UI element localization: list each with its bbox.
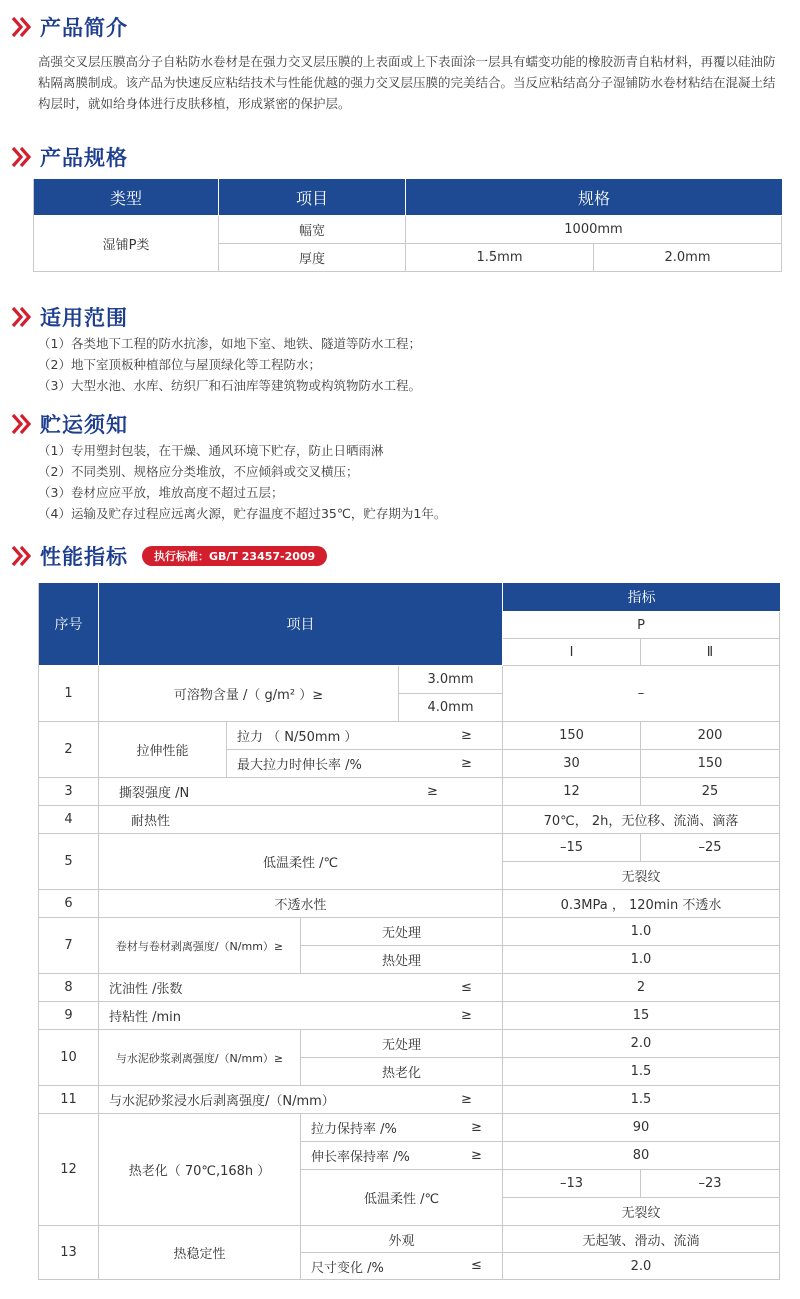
row-item: 卷材与卷材剥离强度/（N/mm）≥ — [99, 918, 301, 974]
spec-table — [33, 179, 781, 272]
row-value: 70℃， 2h，无位移、流淌、滴落 — [503, 806, 780, 834]
row-item: 热稳定性 — [99, 1226, 301, 1280]
row-number: 5 — [39, 834, 99, 890]
double-chevron-icon — [10, 412, 36, 436]
row-value: 80 — [503, 1142, 780, 1170]
row-sub-low-temp: 低温柔性 /℃ — [301, 1170, 503, 1226]
row-value: 1.0 — [503, 946, 780, 974]
section-intro-heading — [10, 12, 128, 42]
row-number: 8 — [39, 974, 99, 1002]
row-number: 12 — [39, 1114, 99, 1226]
section-title: 贮运须知 — [40, 413, 128, 437]
section-title: 适用范围 — [40, 306, 128, 330]
row-value: – — [503, 666, 780, 722]
row-item: 与水泥砂浆浸水后剥离强度/（N/mm） — [99, 1086, 503, 1114]
row-number: 13 — [39, 1226, 99, 1280]
row-item: 不透水性 — [99, 890, 503, 918]
row-sub-appearance: 外观 — [301, 1226, 503, 1253]
section-storage-heading — [10, 409, 128, 439]
row-value: 2 — [503, 974, 780, 1002]
perf-header-no: 序号 — [39, 583, 99, 666]
list-item: （3）卷材应应平放，堆放高度不超过五层； — [38, 485, 284, 500]
double-chevron-icon — [10, 305, 36, 329]
row-item: 可溶物含量 /（ g/m² ）≥ — [99, 666, 399, 722]
row-item: 撕裂强度 /N — [99, 778, 503, 806]
list-item: （4）运输及贮存过程应远离火源，贮存温度不超过35℃，贮存期为1年。 — [38, 506, 447, 521]
row-value: 15 — [503, 1002, 780, 1030]
row-value: 25 — [641, 778, 780, 806]
ge-symbol: ≥ — [461, 756, 472, 771]
row-value: 无裂纹 — [503, 862, 780, 890]
row-sub-heat-aged: 热老化 — [301, 1058, 503, 1086]
row-item: 拉伸性能 — [99, 722, 227, 778]
row-sub-heat-treated: 热处理 — [301, 946, 503, 974]
section-spec-heading — [10, 142, 128, 172]
standard-badge: 执行标准：GB/T 23457-2009 — [142, 546, 327, 566]
le-symbol: ≤ — [471, 1258, 482, 1273]
row-number: 9 — [39, 1002, 99, 1030]
row-value: 12 — [503, 778, 641, 806]
row-item: 低温柔性 /℃ — [99, 834, 503, 890]
perf-header-item: 项目 — [99, 583, 503, 666]
perf-table — [38, 583, 779, 1280]
spec-item-width: 幅宽 — [219, 216, 406, 244]
row-value: 150 — [641, 750, 780, 778]
spec-type-cell: 湿铺P类 — [34, 216, 219, 272]
row-value: 200 — [641, 722, 780, 750]
perf-header-grade-1: Ⅰ — [503, 639, 641, 666]
ge-symbol: ≥ — [461, 1008, 472, 1023]
row-value: 90 — [503, 1114, 780, 1142]
le-symbol: ≤ — [461, 980, 472, 995]
row-item: 耐热性 — [99, 806, 503, 834]
row-number: 2 — [39, 722, 99, 778]
double-chevron-icon — [10, 15, 36, 39]
row-value: 150 — [503, 722, 641, 750]
double-chevron-icon — [10, 145, 36, 169]
intro-paragraph: 高强交叉层压膜高分子自粘防水卷材是在强力交叉层压膜的上表面或上下表面涂一层具有蠕变功能的橡胶沥青自粘材料，再覆以硅油防粘隔离膜制成。该产品为快速反应粘结技术与性能优越的强力交叉层压膜的完美结合。当反应粘结高分子湿铺防水卷材粘结在混凝土结构层时，就如给身体进行皮肤移植，形成紧密的保护层。 — [38, 54, 776, 111]
spec-item-thickness: 厚度 — [219, 244, 406, 272]
row-item: 沈油性 /张数 — [99, 974, 503, 1002]
row-value: 无裂纹 — [503, 1198, 780, 1226]
row-value: –15 — [503, 834, 641, 862]
row-sub-thickness-b: 4.0mm — [399, 694, 503, 722]
scope-list — [38, 333, 780, 396]
spec-value-thickness-2: 2.0mm — [594, 244, 782, 272]
row-item: 与水泥砂浆剥离强度/（N/mm）≥ — [99, 1030, 301, 1086]
list-item: （1）各类地下工程的防水抗渗，如地下室、地铁、隧道等防水工程； — [38, 336, 421, 351]
list-item: （2）不同类别、规格应分类堆放，不应倾斜或交叉横压； — [38, 464, 359, 479]
row-sub-tensile: 拉力 （ N/50mm ） — [227, 722, 503, 750]
ge-symbol: ≥ — [427, 784, 438, 799]
row-sub-tensile-retention: 拉力保持率 /% — [301, 1114, 503, 1142]
row-number: 3 — [39, 778, 99, 806]
spec-value-width: 1000mm — [406, 216, 782, 244]
list-item: （3）大型水池、水库、纺织厂和石油库等建筑物或构筑物防水工程。 — [38, 378, 421, 393]
row-value: 2.0 — [503, 1253, 780, 1280]
row-value: 1.5 — [503, 1086, 780, 1114]
section-title: 性能指标 — [40, 545, 128, 569]
row-value: 30 — [503, 750, 641, 778]
list-item: （1）专用塑封包装，在干燥、通风环境下贮存，防止日晒雨淋 — [38, 443, 384, 458]
section-title: 产品简介 — [40, 16, 128, 40]
row-sub-untreated: 无处理 — [301, 1030, 503, 1058]
row-value: 1.0 — [503, 918, 780, 946]
row-sub-untreated: 无处理 — [301, 918, 503, 946]
list-item: （2）地下室顶板种植部位与屋顶绿化等工程防水； — [38, 357, 321, 372]
row-number: 11 — [39, 1086, 99, 1114]
perf-header-p: P — [503, 612, 780, 639]
ge-symbol: ≥ — [471, 1120, 482, 1135]
row-value: 2.0 — [503, 1030, 780, 1058]
row-item: 热老化（ 70℃,168h ） — [99, 1114, 301, 1226]
spec-header-spec: 规格 — [406, 179, 782, 216]
row-value: 无起皱、滑动、流淌 — [503, 1226, 780, 1253]
row-sub-elongation: 最大拉力时伸长率 /% — [227, 750, 503, 778]
row-value: –23 — [641, 1170, 780, 1198]
row-number: 6 — [39, 890, 99, 918]
row-number: 10 — [39, 1030, 99, 1086]
storage-list — [38, 440, 780, 524]
row-number: 1 — [39, 666, 99, 722]
row-value: 0.3MPa ， 120min 不透水 — [503, 890, 780, 918]
spec-header-item: 项目 — [219, 179, 406, 216]
row-sub-elongation-retention: 伸长率保持率 /% — [301, 1142, 503, 1170]
row-number: 4 — [39, 806, 99, 834]
row-value: 1.5 — [503, 1058, 780, 1086]
row-item: 持粘性 /min — [99, 1002, 503, 1030]
ge-symbol: ≥ — [471, 1148, 482, 1163]
row-value: –25 — [641, 834, 780, 862]
perf-header-index: 指标 — [503, 583, 780, 612]
perf-header-grade-2: Ⅱ — [641, 639, 780, 666]
section-title: 产品规格 — [40, 146, 128, 170]
ge-symbol: ≥ — [461, 728, 472, 743]
section-perf-heading — [10, 541, 327, 571]
row-value: –13 — [503, 1170, 641, 1198]
ge-symbol: ≥ — [461, 1092, 472, 1107]
row-sub-thickness-a: 3.0mm — [399, 666, 503, 694]
spec-header-type: 类型 — [34, 179, 219, 216]
spec-value-thickness-1: 1.5mm — [406, 244, 594, 272]
row-number: 7 — [39, 918, 99, 974]
section-scope-heading — [10, 302, 128, 332]
row-sub-dimension-change: 尺寸变化 /% — [301, 1253, 503, 1280]
double-chevron-icon — [10, 544, 36, 568]
